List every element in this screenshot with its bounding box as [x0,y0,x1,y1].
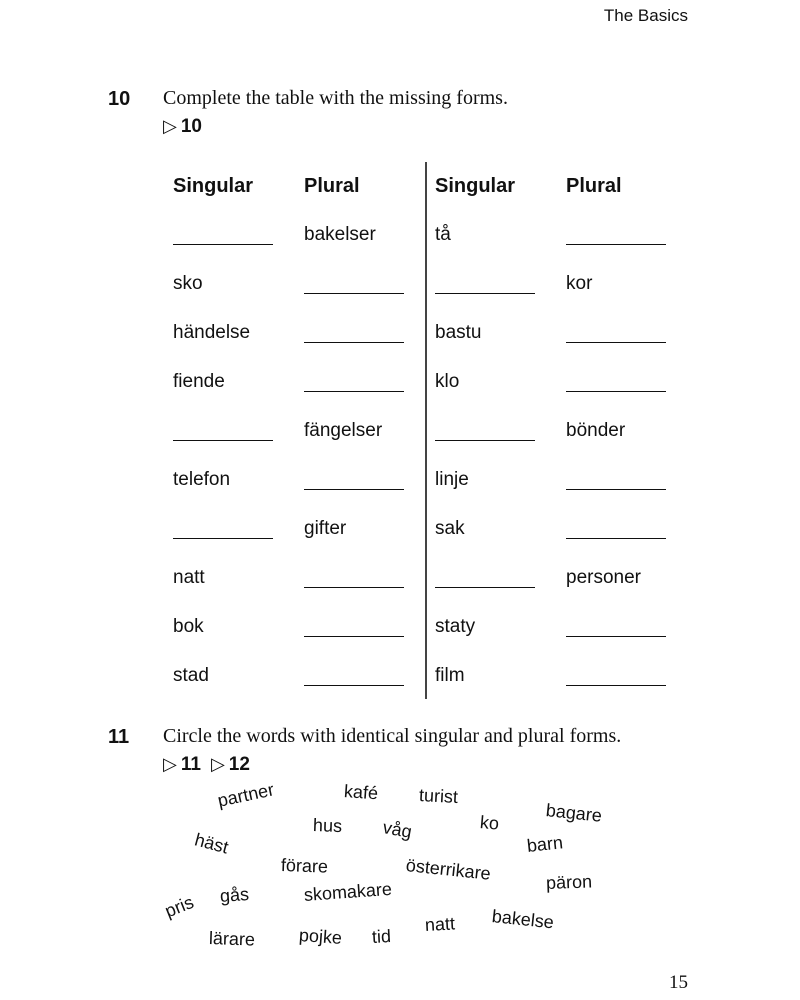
table-cell: staty [435,616,476,637]
answer-blank[interactable] [566,636,666,637]
word-item[interactable]: pojke [298,925,343,948]
answer-blank[interactable] [566,391,666,392]
word-item[interactable]: hus [312,815,343,837]
answer-blank[interactable] [566,342,666,343]
answer-blank[interactable] [304,342,404,343]
answer-blank[interactable] [304,489,404,490]
answer-blank[interactable] [304,587,404,588]
play-triangle-icon: ▷ [163,754,177,774]
running-head: The Basics [603,6,688,25]
table-cell: natt [173,567,205,588]
word-item[interactable]: våg [381,817,414,842]
exercise-10-number: 10 [108,88,131,110]
word-item[interactable]: kafé [343,781,379,804]
answer-blank[interactable] [173,440,273,441]
table-cell: stad [173,665,209,686]
table-header: Singular [173,175,254,197]
answer-blank[interactable] [566,489,666,490]
play-triangle-icon: ▷ [163,116,177,136]
table-cell: sko [173,273,203,294]
exercise-10-instruction: Complete the table with the missing forms. [163,87,508,109]
table-cell: sak [435,518,465,539]
answer-blank[interactable] [304,391,404,392]
table-cell: bakelser [304,224,376,245]
table-cell: händelse [173,322,251,343]
play-triangle-icon: ▷ [210,754,225,774]
exercise-10-reference [163,116,202,138]
word-item[interactable]: bagare [545,800,603,826]
answer-blank[interactable] [435,587,535,588]
word-item[interactable]: gås [219,884,250,906]
reference-number: 12 [228,754,250,775]
answer-blank[interactable] [435,293,535,294]
page-number: 15 [669,972,688,993]
word-item[interactable]: natt [424,913,456,935]
table-cell: telefon [173,469,231,490]
word-item[interactable]: turist [418,785,459,808]
table-cell: gifter [304,518,347,539]
answer-blank[interactable] [304,636,404,637]
answer-blank[interactable] [173,244,273,245]
answer-blank[interactable] [304,293,404,294]
table-cell: bastu [435,322,482,343]
exercise-11-references [163,754,250,776]
answer-blank[interactable] [173,538,273,539]
table-cell: linje [435,469,469,490]
word-item[interactable]: lärare [208,928,256,950]
table-header: Plural [566,175,622,197]
word-item[interactable]: bakelse [491,906,555,933]
table-cell: bok [173,616,204,637]
answer-blank[interactable] [566,685,666,686]
exercise-11-instruction: Circle the words with identical singular and plural forms. [163,725,622,747]
reference-number: 11 [180,754,201,775]
answer-blank[interactable] [566,244,666,245]
word-item[interactable]: barn [525,832,564,856]
table-cell: fängelser [304,420,383,441]
table-cell: bönder [566,420,626,441]
word-item[interactable]: förare [280,855,329,877]
table-header: Singular [435,175,516,197]
word-item[interactable]: tid [371,926,392,947]
table-cell: personer [566,567,641,588]
table-cell: klo [435,371,460,392]
reference-number: 10 [180,116,202,137]
word-item[interactable]: päron [545,871,593,893]
table-column-divider [425,162,427,699]
word-item[interactable]: skomakare [303,878,393,905]
word-item[interactable]: österrikare [405,855,492,884]
answer-blank[interactable] [435,440,535,441]
table-cell: kor [566,273,593,294]
word-item[interactable]: pris [162,891,197,922]
answer-blank[interactable] [304,685,404,686]
word-item[interactable]: ko [479,812,500,834]
answer-blank[interactable] [566,538,666,539]
table-cell: tå [435,224,451,245]
table-cell: fiende [173,371,225,392]
table-cell: film [435,665,465,686]
word-item[interactable]: häst [192,829,231,858]
table-header: Plural [304,175,360,197]
word-item[interactable]: partner [215,779,276,811]
exercise-11-number: 11 [108,726,130,748]
